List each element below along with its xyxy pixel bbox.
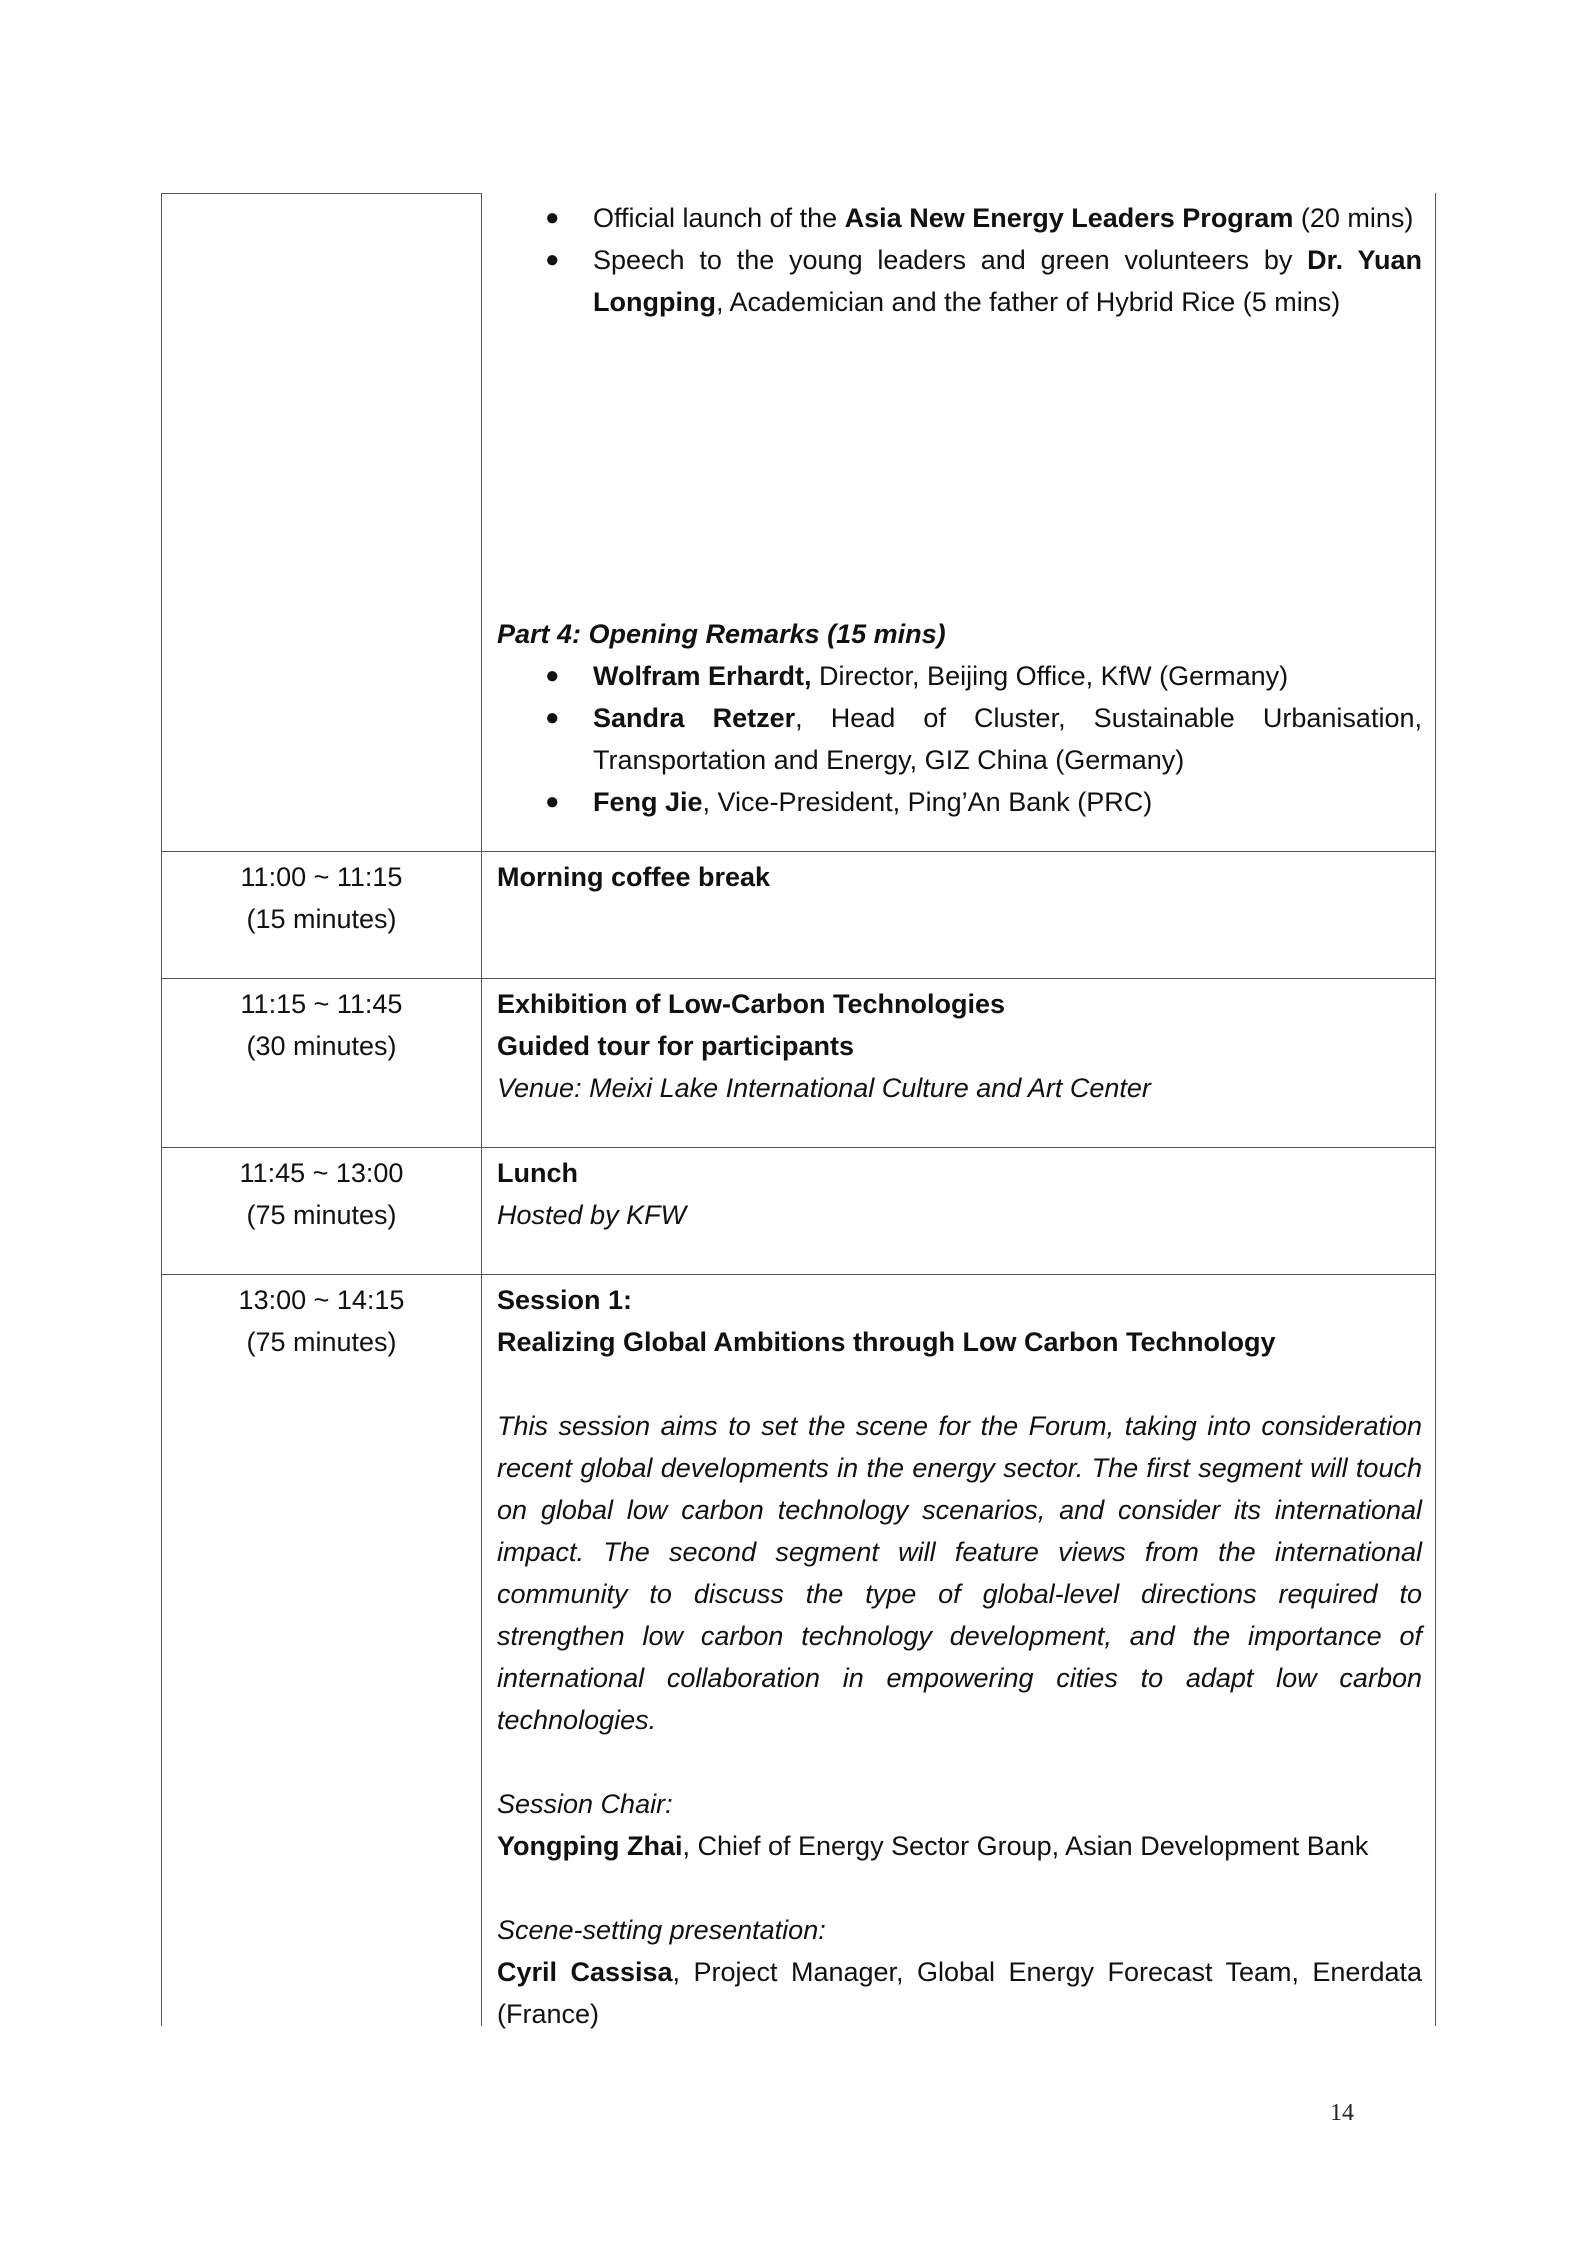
speaker-name: Feng Jie (593, 787, 703, 817)
session-description: This session aims to set the scene for the Forum, taking into consideration recent global developments in the energy sector. The first segment will touch on global low carbon technology scenarios, and consider its international impact. The second segment will feature views from the international community to discuss the type of global-level directions required to strengthen low carbon technology development, and the importance of international collaboration in empowering cities to adapt low carbon technologies. (497, 1411, 1422, 1735)
bullet-item-launch (497, 197, 1422, 239)
bullet-icon: ● (545, 246, 560, 273)
time-duration: (15 minutes) (246, 904, 397, 934)
bullet-text: Official launch of the (593, 203, 845, 233)
time-cell-lunch (161, 1148, 481, 1274)
exhibition-subtitle: Guided tour for participants (497, 1031, 855, 1061)
agenda-row-exhibition (161, 978, 1436, 1147)
presenter-role: , Project Manager, Global Energy Forecast Team, Enerdata (France) (497, 1957, 1422, 2029)
time-cell-session1 (161, 1275, 481, 2026)
bullet-icon: ● (545, 662, 560, 689)
speaker-name: Dr. Yuan Longping (593, 245, 1422, 317)
speaker-role: Director, Beijing Office, KfW (Germany) (811, 661, 1289, 691)
content-cell-coffee (481, 852, 1436, 978)
speaker-name: Sandra Retzer (593, 703, 796, 733)
agenda-table (161, 193, 1436, 2029)
speaker-role: , Head of Cluster, Sustainable Urbanisation, Transportation and Energy, GIZ China (Germany) (593, 703, 1422, 775)
bullet-item-feng (497, 781, 1422, 823)
session-label: Session 1: (497, 1285, 633, 1315)
time-duration: (30 minutes) (246, 1031, 397, 1061)
content-cell-exhibition (481, 979, 1436, 1147)
presenter-name: Cyril Cassisa (497, 1957, 673, 1987)
time-range: 11:45 ~ 13:00 (239, 1158, 404, 1188)
time-range: 11:15 ~ 11:45 (240, 989, 403, 1019)
time-cell-empty (161, 193, 481, 851)
speaker-name: Wolfram Erhardt, (593, 661, 812, 691)
exhibition-title: Exhibition of Low-Carbon Technologies (497, 989, 1005, 1019)
chair-name: Yongping Zhai (497, 1831, 683, 1861)
bullet-icon: ● (545, 788, 560, 815)
time-range: 11:00 ~ 11:15 (240, 862, 403, 892)
exhibition-venue: Venue: Meixi Lake International Culture and Art Center (497, 1073, 1151, 1103)
bullet-icon: ● (545, 204, 560, 231)
part4-heading: Part 4: Opening Remarks (15 mins) (497, 619, 946, 649)
time-range: 13:00 ~ 14:15 (238, 1285, 405, 1315)
lunch-title: Lunch (497, 1158, 578, 1188)
time-cell-exhibition (161, 979, 481, 1147)
agenda-row-session1 (161, 1274, 1436, 2029)
agenda-row-lunch (161, 1147, 1436, 1274)
coffee-title: Morning coffee break (497, 862, 771, 892)
page-number: 14 (1330, 2100, 1354, 2126)
bullet-text: Speech to the young leaders and green volunteers by (593, 245, 1308, 275)
bullet-item-speech (497, 239, 1422, 323)
session-title: Realizing Global Ambitions through Low Carbon Technology (497, 1327, 1276, 1357)
bullet-icon: ● (545, 704, 560, 731)
speaker-role: , Vice-President, Ping’An Bank (PRC) (702, 787, 1153, 817)
time-cell-coffee (161, 852, 481, 978)
content-cell-lunch (481, 1148, 1436, 1274)
part4-bullet-list (497, 655, 1422, 823)
content-cell-session1 (481, 1275, 1436, 2029)
agenda-row-opening (161, 193, 1436, 851)
bullet-text: , Academician and the father of Hybrid Rice (5 mins) (715, 287, 1341, 317)
lunch-host: Hosted by KFW (497, 1200, 687, 1230)
time-duration: (75 minutes) (246, 1200, 397, 1230)
session-chair-label: Session Chair: (497, 1789, 673, 1819)
part3-bullet-list (497, 197, 1422, 323)
chair-role: , Chief of Energy Sector Group, Asian Development Bank (682, 1831, 1369, 1861)
session-chair (497, 1825, 1422, 1867)
agenda-row-coffee (161, 851, 1436, 978)
content-cell-opening (481, 193, 1436, 851)
presentation-label: Scene-setting presentation: (497, 1915, 826, 1945)
bullet-item-retzer (497, 697, 1422, 781)
bullet-item-erhardt (497, 655, 1422, 697)
bullet-text: (20 mins) (1293, 203, 1414, 233)
program-name: Asia New Energy Leaders Program (844, 203, 1294, 233)
presenter (497, 1951, 1422, 2035)
time-duration: (75 minutes) (246, 1327, 397, 1357)
